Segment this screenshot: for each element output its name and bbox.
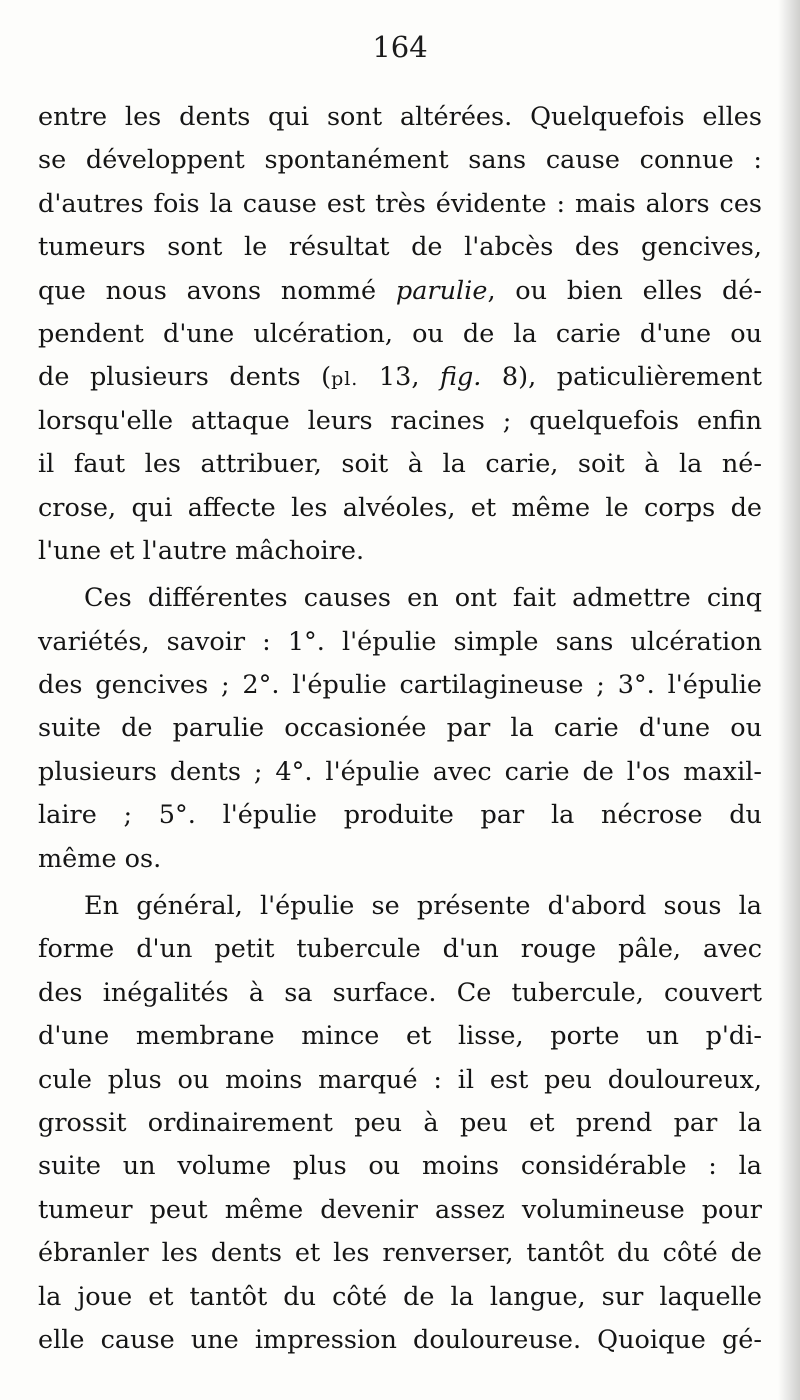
text-line: tumeurs sont le résultat de l'abcès des gencives, — [38, 232, 762, 263]
text-run: que nous avons nommé — [38, 275, 396, 306]
text-line: laire ; 5°. l'épulie produite par la nécrose du — [38, 800, 762, 831]
text-run: 13, — [358, 362, 440, 393]
page-number: 164 — [372, 30, 428, 64]
text-line: plusieurs dents ; 4°. l'épulie avec carie de l'os maxil- — [38, 756, 762, 787]
text-line: tumeur peut même devenir assez volumineuse pour — [38, 1194, 762, 1225]
page-edge-shadow — [778, 0, 800, 1400]
text-line — [38, 356, 762, 399]
text-line: l'une et l'autre mâchoire. — [38, 535, 365, 566]
text-line: forme d'un petit tubercule d'un rouge pâle, avec — [38, 934, 762, 965]
text-run: , ou bien elles dé- — [487, 275, 762, 306]
text-run: 8), paticulièrement — [481, 362, 763, 393]
italic-term-parulie: parulie — [395, 275, 488, 306]
text-line: elle cause une impression douloureuse. Quoique gé- — [38, 1324, 762, 1355]
body-text — [38, 96, 762, 1362]
text-line: d'autres fois la cause est très évidente : mais alors ces — [38, 188, 762, 219]
paragraph-3 — [38, 885, 762, 1362]
text-line: suite de parulie occasionée par la carie d'une ou — [38, 713, 762, 744]
figure-reference: fig. — [439, 362, 482, 393]
text-line — [38, 270, 762, 313]
text-line: lorsqu'elle attaque leurs racines ; quelquefois enfin — [38, 405, 762, 436]
text-line: il faut les attribuer, soit à la carie, soit à la né- — [38, 449, 762, 480]
text-line: se développent spontanément sans cause connue : — [38, 145, 762, 176]
text-run: de plusieurs dents ( — [38, 362, 332, 393]
paragraph-2 — [38, 577, 762, 881]
text-line: grossit ordinairement peu à peu et prend par la — [38, 1107, 762, 1138]
text-line: entre les dents qui sont altérées. Quelquefois elles — [38, 102, 762, 132]
text-line: crose, qui affecte les alvéoles, et même le corps de — [38, 492, 762, 523]
text-line: la joue et tantôt du côté de la langue, sur laquelle — [38, 1281, 762, 1312]
text-line: cule plus ou moins marqué : il est peu douloureux, — [38, 1064, 762, 1095]
text-line: Ces différentes causes en ont fait admettre cinq — [84, 583, 762, 614]
text-line: suite un volume plus ou moins considérable : la — [38, 1151, 762, 1182]
text-line: ébranler les dents et les renverser, tantôt du côté de — [38, 1238, 762, 1269]
paragraph-1 — [38, 96, 762, 573]
text-line: d'une membrane mince et lisse, porte un p'di- — [38, 1021, 762, 1052]
text-line: En général, l'épulie se présente d'abord sous la — [84, 891, 762, 922]
text-line: variétés, savoir : 1°. l'épulie simple sans ulcération — [38, 626, 762, 657]
text-line: des gencives ; 2°. l'épulie cartilagineuse ; 3°. l'épulie — [38, 670, 762, 701]
text-line: des inégalités à sa surface. Ce tubercule, couvert — [38, 977, 762, 1008]
plate-reference: pl. — [331, 368, 359, 391]
text-line: même os. — [38, 843, 162, 874]
text-line: pendent d'une ulcération, ou de la carie d'une ou — [38, 318, 762, 349]
